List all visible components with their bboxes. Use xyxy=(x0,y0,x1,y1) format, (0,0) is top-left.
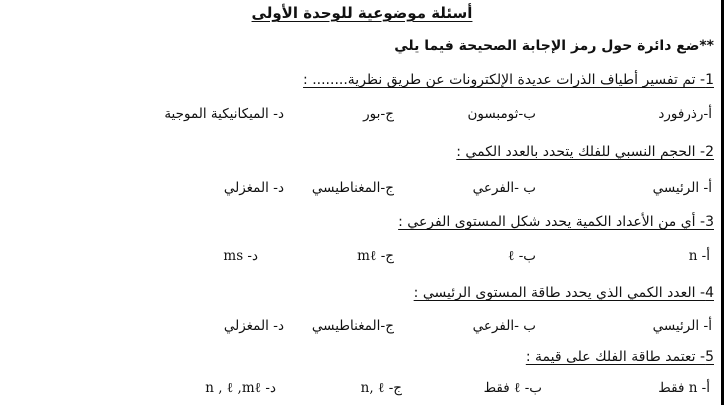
question-5-option-d: د- n , ℓ ,mℓ xyxy=(205,380,276,396)
question-2-text: 2- الحجم النسبي للفلك يتحدد بالعدد الكمي : xyxy=(456,144,714,160)
question-3-option-b: ب- ℓ xyxy=(507,248,536,264)
question-1-option-b: ب-ثومبسون xyxy=(467,106,536,122)
question-5-option-b: ب- ℓ فقط xyxy=(483,380,542,396)
question-2-option-b: ب -الفرعي xyxy=(472,180,536,196)
question-5-text: 5- تعتمد طاقة الفلك على قيمة : xyxy=(525,349,714,365)
question-4-option-a: أ- الرئيسي xyxy=(652,318,712,334)
question-3-option-c: ج- mℓ xyxy=(357,248,394,264)
question-3-text: 3- أي من الأعداد الكمية يحدد شكل المستوى الفرعي : xyxy=(398,214,714,230)
question-1-text: 1- تم تفسير أطياف الذرات عديدة الإلكترونات عن طريق نظرية........ : xyxy=(303,72,714,88)
question-2-option-c: ج-المغناطيسي xyxy=(311,180,394,196)
question-5-option-c: ج- n, ℓ xyxy=(360,380,402,396)
question-4-option-d: د- المغزلي xyxy=(223,318,284,334)
question-1-option-c: ج-بور xyxy=(363,106,394,122)
question-3-option-d: د- ms xyxy=(223,248,258,264)
question-2-option-a: أ- الرئيسي xyxy=(652,180,712,196)
question-3-option-a: أ- n xyxy=(688,248,710,264)
question-1-option-d: د- الميكانيكية الموجية xyxy=(164,106,284,122)
question-4-option-c: ج-المغناطيسي xyxy=(311,318,394,334)
question-4-option-b: ب -الفرعي xyxy=(472,318,536,334)
question-4-text: 4- العدد الكمي الذي يحدد طاقة المستوى الرئيسي : xyxy=(413,285,714,301)
page-title: أسئلة موضوعية للوحدة الأولى xyxy=(251,4,473,22)
question-2-option-d: د- المغزلي xyxy=(223,180,284,196)
question-5-option-a: أ- n فقط xyxy=(658,380,710,396)
question-1-option-a: أ-رذرفورد xyxy=(658,106,712,122)
instructions: **ضع دائرة حول رمز الإجابة الصحيحة فيما يلي xyxy=(394,38,714,54)
